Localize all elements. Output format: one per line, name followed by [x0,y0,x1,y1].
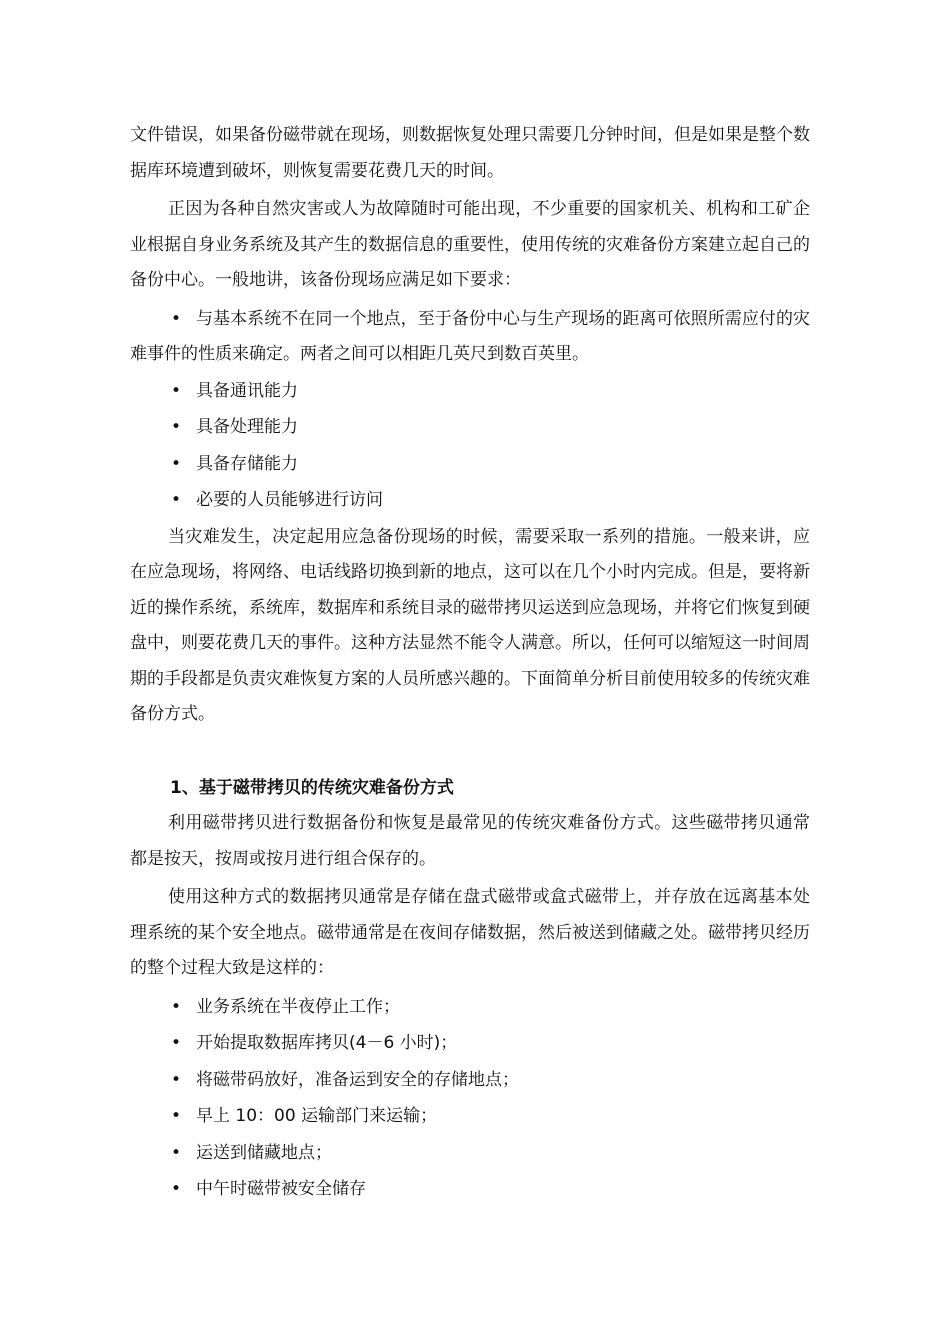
list-item-text: 开始提取数据库拷贝(4－6 小时)； [196,1033,458,1053]
list-item-text: 具备存储能力 [196,453,298,474]
list-item [130,1026,810,1062]
list-item [130,1136,810,1172]
paragraph-continuation: 文件错误，如果备份磁带就在现场，则数据恢复处理只需要几分钟时间，但是如果是整个数据库环境遭到破坏，则恢复需要花费几天的时间。 [130,125,810,181]
list-item [130,1063,810,1099]
document-page [130,118,810,1209]
bullet-icon: • [171,1179,182,1199]
list-item-text: 运送到储藏地点； [196,1142,332,1163]
bullet-icon: • [171,417,182,437]
bullet-icon: • [171,996,182,1017]
list-item [130,1172,810,1208]
list-item [130,410,810,446]
section-heading: 1、基于磁带拷贝的传统灾难备份方式 [170,777,454,798]
bullet-icon: • [171,1142,182,1163]
paragraph-tape-storage: 使用这种方式的数据拷贝通常是存储在盘式磁带或盒式磁带上，并存放在远离基本处理系统的某个安全地点。磁带通常是在夜间存储数据，然后被送到储藏之处。磁带拷贝经历的整个过程大致是这样的： [130,887,810,978]
paragraph-disaster-response: 当灾难发生，决定起用应急备份现场的时候，需要采取一系列的措施。一般来讲，应在应急现场，将网络、电话线路切换到新的地点，这可以在几个小时内完成。但是，要将新近的操作系统，系统库，数据库和系统目录的磁带拷贝运送到应急现场，并将它们恢复到硬盘中，则要花费几天的事件。这种方法显然不能令人满意。所以，任何可以缩短这一时间周期的手段都是负责灾难恢复方案的人员所感兴趣的。下面简单分析目前使用较多的传统灾难备份方式。 [130,526,810,724]
bullet-icon: • [171,1106,182,1126]
paragraph-tape-intro: 利用磁带拷贝进行数据备份和恢复是最常见的传统灾难备份方式。这些磁带拷贝通常都是按天，按周或按月进行组合保存的。 [130,813,810,869]
requirements-list [130,302,810,519]
list-item [130,302,810,373]
list-item [130,374,810,410]
list-item-text: 早上 10：00 运输部门来运输； [196,1106,438,1126]
bullet-icon: • [171,1069,182,1090]
list-item-text: 将磁带码放好，准备运到安全的存储地点； [196,1069,519,1090]
list-item-text: 具备处理能力 [196,417,298,437]
list-item [130,447,810,483]
bullet-icon: • [171,1033,182,1053]
bullet-icon: • [171,490,182,510]
process-steps-list [130,990,810,1208]
bullet-icon: • [171,453,182,474]
list-item [130,1099,810,1135]
list-item-text: 中午时磁带被安全储存 [196,1179,366,1199]
bullet-icon: • [171,380,182,401]
list-item [130,483,810,519]
paragraph-backup-center: 正因为各种自然灾害或人为故障随时可能出现，不少重要的国家机关、机构和工矿企业根据自身业务系统及其产生的数据信息的重要性，使用传统的灾难备份方案建立起自己的备份中心。一般地讲，该备份现场应满足如下要求： [130,199,810,290]
list-item-text: 具备通讯能力 [196,380,298,401]
list-item-text: 业务系统在半夜停止工作； [196,996,400,1017]
list-item [130,990,810,1026]
list-item-text: 与基本系统不在同一个地点，至于备份中心与生产现场的距离可依照所需应付的灾难事件的性质来确定。两者之间可以相距几英尺到数百英里。 [130,308,810,364]
list-item-text: 必要的人员能够进行访问 [196,490,383,510]
bullet-icon: • [171,308,182,329]
